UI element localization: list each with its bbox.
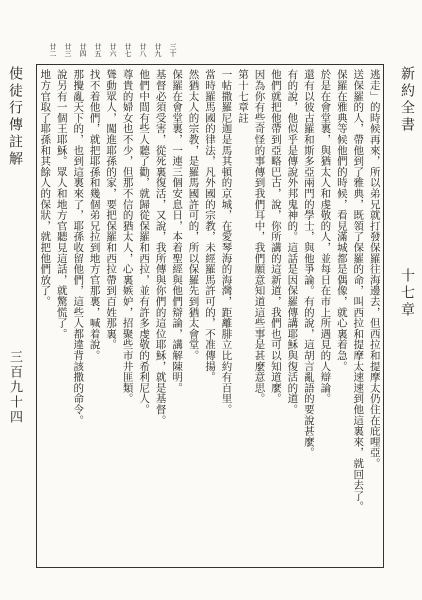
text-column: 保羅在雅典等候他們的時候，看見滿城都是偶像，就心裏着急。 <box>335 69 348 372</box>
text-frame <box>36 43 384 568</box>
text-column: 說另有一個王耶穌。眾人和地方官聽見這話，就驚慌了。 <box>55 69 68 339</box>
verse-number: 廿二 <box>49 43 57 57</box>
running-title: 使徒行傳註解 <box>7 66 23 168</box>
verse-number: 廿三 <box>64 43 72 57</box>
text-column: 送保羅的人，帶他到了雅典，既領了保羅的命，叫西拉和提摩太速速到他這裏來，就回去了。 <box>352 69 365 512</box>
text-column: 第十七章註 <box>236 69 249 123</box>
text-column: 那攪亂天下的，也到這裏來了，耶孫收留他們，這些人都違背該撒的命令。 <box>72 69 85 426</box>
verse-number: 廿九 <box>154 43 162 57</box>
text-column: 一帖撒羅尼迦是馬其頓的京城，在愛琴海的海灣，距離腓立比約有百里。 <box>220 69 233 415</box>
book-title: 新約全書 <box>399 66 415 134</box>
text-column: 尊貴的婦女也不少，但那不信的猶太人，心裏嫉妒，招聚些市井匪類。 <box>121 69 134 404</box>
text-column: 保羅在會堂裏，一連三個安息日，本着聖經與他們辯論，講解陳明。 <box>171 69 184 393</box>
verse-number: 廿八 <box>139 43 147 57</box>
text-column: 然猶太人的宗教，是羅馬國許可的，所以保羅先到猶太會堂。 <box>187 69 200 361</box>
text-column: 當時羅馬國的律法，凡外國的宗教，未經羅馬許可的，不准傳揚。 <box>204 69 216 383</box>
verse-number: 廿七 <box>124 43 132 57</box>
text-column: 有的說，他似乎是傳說外邦鬼神的。這話是因保羅傳講耶穌與復活的道。 <box>286 69 299 415</box>
text-column: 他們中間有些人聽了勸，就歸從保羅和西拉，並有許多虔敬的希利尼人。 <box>138 69 151 415</box>
verse-number: 廿六 <box>109 43 117 57</box>
verse-number: 廿四 <box>79 43 87 57</box>
text-column: 找不着他們，就把耶孫和幾個弟兄拉到地方官那裏，喊着說。 <box>88 69 101 361</box>
text-column: 於是在會堂裏，與猶太人和虔敬的人，並每日在市上所遇見的人辯論。 <box>319 69 332 404</box>
text-column: 因為你有些奇怪的事傳到我們耳中，我們願意知道這些事是甚麼意思。 <box>253 69 266 404</box>
verse-number: 三十 <box>169 43 177 57</box>
text-column: 還有以彼古羅和斯多亞兩門的學士，與他爭論。有的說，這胡言亂語的要說甚麼。 <box>302 69 315 458</box>
text-column: 地方官取了耶孫和其餘人的保狀，就把他們放了。 <box>39 69 52 307</box>
text-column: 逃走」的時候再來，所以弟兄就打發保羅往海邊去，但西拉和提摩太仍住在庇哩亞。 <box>368 69 381 469</box>
verse-number: 廿五 <box>94 43 102 57</box>
text-column: 他們就把他帶到亞略巴古，說，你所講的這新道，我們也可以知道麼。 <box>269 69 282 404</box>
text-column: 基督必須受害，從死裏復活，又說，我所傳與你們的這位耶穌，就是基督。 <box>154 69 167 426</box>
chapter-label: 十七章 <box>399 268 415 319</box>
text-column: 聳動眾人，闖進耶孫的家，要把保羅和西拉帶到百姓那裏。 <box>105 69 118 350</box>
page-number: 三百九十四 <box>7 350 22 425</box>
